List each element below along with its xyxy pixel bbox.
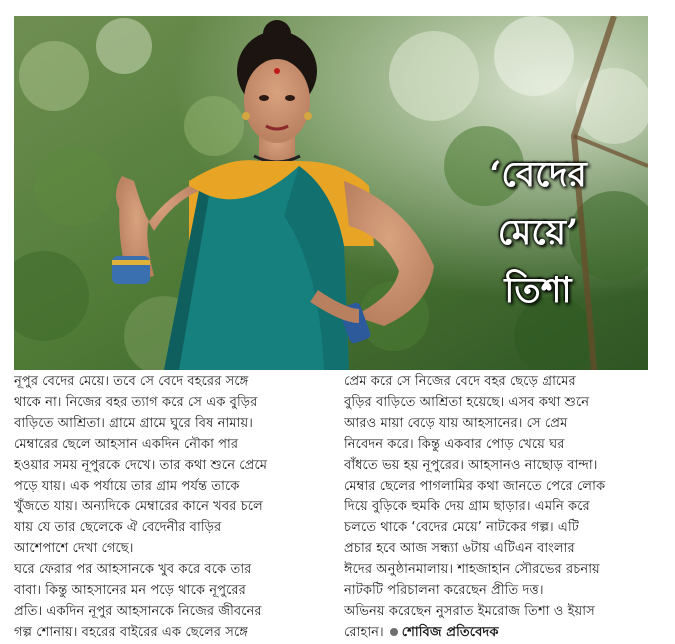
article-line: মেম্বারের ছেলে আহসান একদিন নৌকা পার xyxy=(14,436,239,452)
article-column-right xyxy=(344,372,649,644)
article-line: ঘরে ফেরার পর আহসানকে খুব করে বকে তার xyxy=(14,562,252,578)
closing-text: রোহান। xyxy=(344,624,384,640)
article-line: বাবা। কিন্তু আহসানের মন পড়ে থাকে নূপুরের xyxy=(14,583,246,599)
article-line: প্রেম করে সে নিজের বেদে বহর ছেড়ে গ্রামের xyxy=(344,374,576,389)
headline-line-3: তিশা xyxy=(504,270,572,311)
article-closing-line xyxy=(344,623,649,644)
article-line: আশেপাশে দেখা গেছে। xyxy=(14,541,134,557)
article-line: বাঁধতে ভয় হয় নূপুরের। আহসানও নাছোড় বান্দা। xyxy=(344,457,598,473)
article-line: নাটকটি পরিচালনা করেছেন প্রীতি দত্ত। xyxy=(344,583,544,599)
article-line: অভিনয় করেছেন নুসরাত ইমরোজ তিশা ও ইয়াস xyxy=(344,603,595,619)
article-line: যায় যে তার ছেলেকে ঐ বেদেনীর বাড়ির xyxy=(14,520,222,536)
article-line: নূপুর বেদের মেয়ে। তবে সে বেদে বহরের সঙ্গে xyxy=(14,374,249,389)
headline-line-2: মেয়ে’ xyxy=(497,212,579,253)
bullet-dot-icon xyxy=(390,628,398,636)
article-line: দিয়ে বুড়িকে হুমকি দেয় গ্রাম ছাড়ার। এমনি করে xyxy=(344,499,590,515)
article-line: বাড়িতে আশ্রিতা। গ্রামে গ্রামে ঘুরে বিষ নামায়। xyxy=(14,415,253,431)
article-line: প্রচার হবে আজ সন্ধ্যা ৬টায় এটিএন বাংলার xyxy=(344,541,575,557)
article-column-left xyxy=(14,372,319,644)
article-line: চলতে থাকে ‘বেদের মেয়ে’ নাটকের গল্প। এটি xyxy=(344,520,579,536)
article-line: হওয়ার সময় নূপুরকে দেখে। তার কথা শুনে প্রেমে xyxy=(14,457,268,473)
article-line: বুড়ির বাড়িতে আশ্রিতা হয়েছে। এসব কথা শুনে xyxy=(344,394,590,410)
headline xyxy=(453,146,623,320)
article-line: আরও মায়া বেড়ে যায় আহসানের। সে প্রেম xyxy=(344,415,568,431)
article-line: নিবেদন করে। কিন্তু একবার পোড় খেয়ে ঘর xyxy=(344,436,565,452)
article-line: পড়ে যায়। এক পর্যায়ে তার গ্রাম পর্যন্ত তাকে xyxy=(14,478,240,494)
article-line: মেম্বার ছেলের পাগলামির কথা জানতে পেরে লোক xyxy=(344,478,606,494)
article-line: ঈদের অনুষ্ঠানমালায়। শাহজাহান সৌরভের রচনায় xyxy=(344,562,600,578)
headline-line-1: ‘বেদের xyxy=(489,154,587,195)
byline: শোবিজ প্রতিবেদক xyxy=(401,624,499,640)
article-line: খুঁজতে যায়। অন্যদিকে মেম্বারের কানে খবর চলে xyxy=(14,499,263,515)
article-line: গল্প শোনায়। বহরের বাইরের এক ছেলের সঙ্গে xyxy=(14,624,249,640)
article-line: প্রতি। একদিন নূপুর আহসানকে নিজের জীবনের xyxy=(14,603,262,619)
article-line: থাকে না। নিজের বহর ত্যাগ করে সে এক বুড়ির xyxy=(14,394,258,410)
